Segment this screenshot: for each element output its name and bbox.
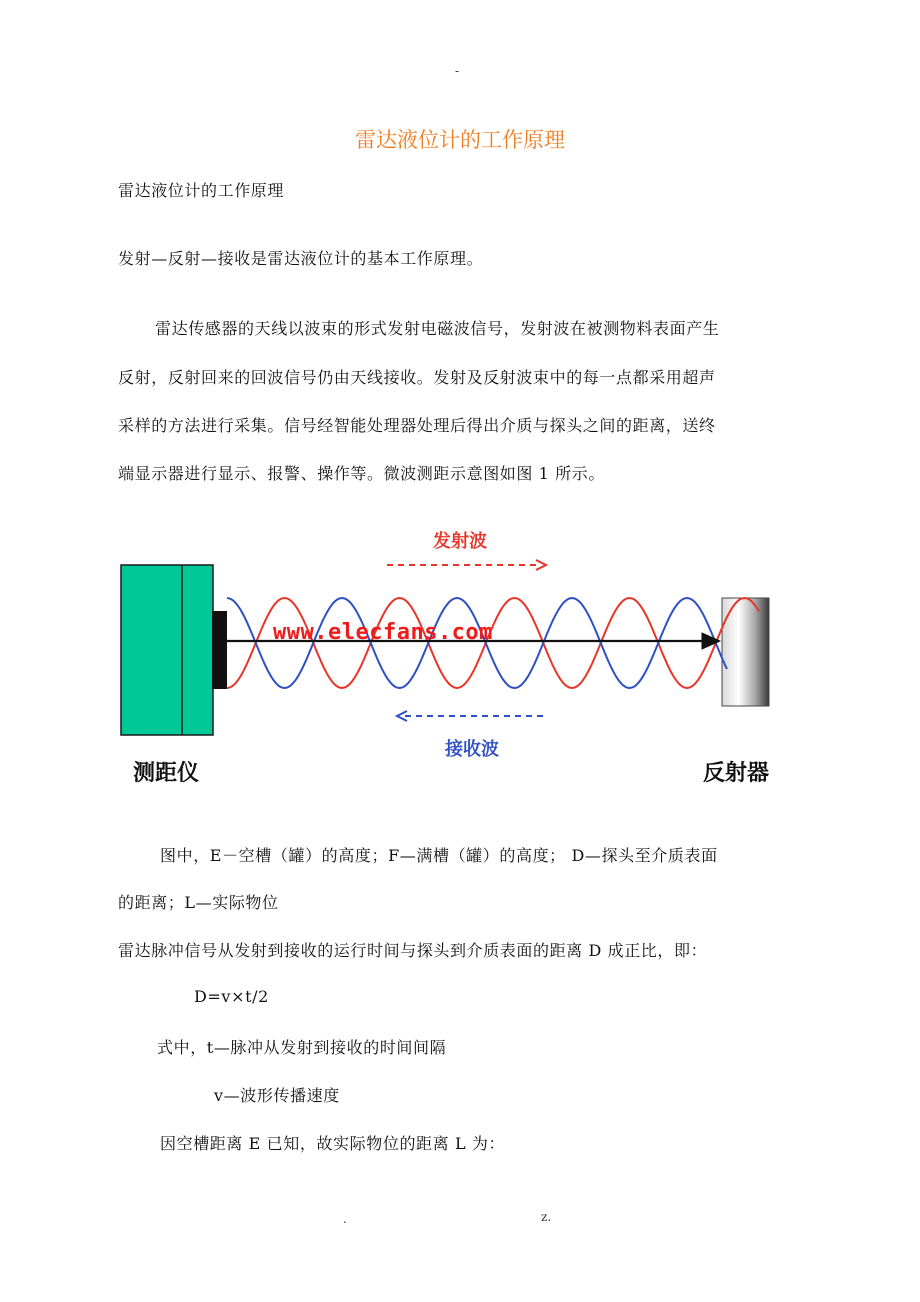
principle-text: 发射—反射—接收是雷达液位计的基本工作原理。	[118, 249, 484, 268]
conclusion-text: 因空槽距离 E 已知，故实际物位的距离 L 为：	[160, 1134, 506, 1153]
body-line-3: 采样的方法进行采集。信号经智能处理器处理后得出介质与探头之间的距离，送终	[118, 416, 716, 435]
footer-left-mark: .	[343, 1212, 347, 1226]
footer-right-mark: z.	[541, 1210, 552, 1224]
body-line-2: 反射，反射回来的回波信号仍由天线接收。发射及反射波束中的每一点都采用超声	[118, 368, 716, 387]
subtitle: 雷达液位计的工作原理	[118, 181, 285, 200]
figure-note-line-1: 图中，E－空槽（罐）的高度；F—满槽（罐）的高度； D—探头至介质表面	[160, 846, 718, 865]
where-v: v—波形传播速度	[214, 1086, 340, 1105]
formula: D=v×t/2	[194, 987, 269, 1006]
where-t: 式中，t—脉冲从发射到接收的时间间隔	[157, 1038, 447, 1057]
reflector-label: 反射器	[703, 761, 770, 786]
body-line-1: 雷达传感器的天线以波束的形式发射电磁波信号，发射波在被测物料表面产生	[155, 319, 720, 338]
page-title: 雷达液位计的工作原理	[355, 128, 565, 152]
watermark-text: www.elecfans.com	[273, 620, 493, 645]
body-line-4: 端显示器进行显示、报警、操作等。微波测距示意图如图 1 所示。	[118, 464, 605, 483]
radar-diagram	[115, 515, 785, 795]
rangefinder-body	[121, 565, 213, 735]
receive-label: 接收波	[445, 739, 499, 760]
transmit-arrow-head	[536, 560, 546, 570]
antenna	[212, 611, 227, 689]
transmit-label: 发射波	[433, 531, 487, 552]
header-mark: -	[455, 64, 460, 78]
rangefinder-label: 测距仪	[133, 761, 200, 786]
relation-text: 雷达脉冲信号从发射到接收的运行时间与探头到介质表面的距离 D 成正比，即：	[118, 941, 708, 960]
figure-note-line-2: 的距离；L—实际物位	[118, 893, 279, 912]
